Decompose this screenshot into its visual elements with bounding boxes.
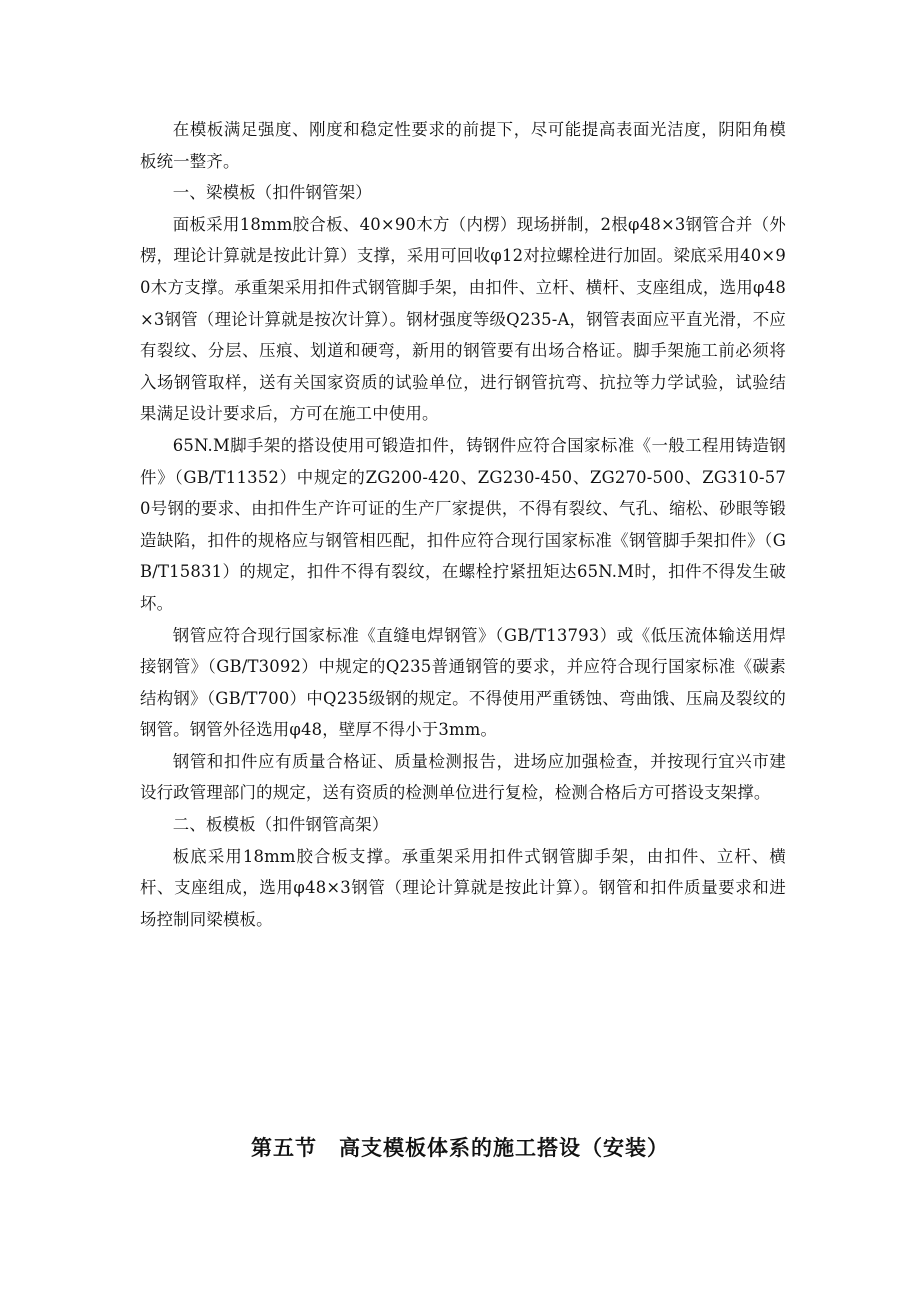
paragraph-beam-formwork: 面板采用18mm胶合板、40×90木方（内楞）现场拼制，2根φ48×3钢管合并（外楞，理论计算就是按此计算）支撑，采用可回收φ12对拉螺栓进行加固。梁底采用40×90木方支撑。承重架采用扣件式钢管脚手架，由扣件、立杆、横杆、支座组成，选用φ48×3钢管（理论计算就是按次计算）。钢材强度等级Q235-A，钢管表面应平直光滑，不应有裂纹、分层、压痕、划道和硬弯，新用的钢管要有出场合格证。脚手架施工前必须将入场钢管取样，送有关国家资质的试验单位，进行钢管抗弯、抗拉等力学试验，试验结果满足设计要求后，方可在施工中使用。 [140,214,786,424]
subheading-slab-formwork: 二、板模板（扣件钢管高架） [172,815,389,835]
document-body [140,114,786,935]
paragraph-steel-pipe: 钢管应符合现行国家标准《直缝电焊钢管》（GB/T13793）或《低压流体输送用焊接钢管》（GB/T3092）中规定的Q235普通钢管的要求，并应符合现行国家标准《碳素结构钢》（GB/T700）中Q235级钢的规定。不得使用严重锈蚀、弯曲饿、压扁及裂纹的钢管。钢管外径选用φ48，壁厚不得小于3mm。 [140,625,786,740]
subheading-beam-formwork: 一、梁模板（扣件钢管架） [172,183,372,203]
paragraph-slab-formwork: 板底采用18mm胶合板支撑。承重架采用扣件式钢管脚手架，由扣件、立杆、横杆、支座组成，选用φ48×3钢管（理论计算就是按此计算）。钢管和扣件质量要求和进场控制同梁模板。 [140,846,786,929]
paragraph-intro: 在模板满足强度、刚度和稳定性要求的前提下，尽可能提高表面光洁度，阴阳角模板统一整齐。 [140,120,786,171]
paragraph-fasteners: 65N.M脚手架的搭设使用可锻造扣件，铸钢件应符合国家标准《一般工程用铸造钢件》（GB/T11352）中规定的ZG200-420、ZG230-450、ZG270-500、ZG310-570号钢的要求、由扣件生产许可证的生产厂家提供，不得有裂纹、气孔、缩松、砂眼等锻造缺陷，扣件的规格应与钢管相匹配，扣件应符合现行国家标准《钢管脚手架扣件》（GB/T15831）的规定，扣件不得有裂纹，在螺栓拧紧扭矩达65N.M时，扣件不得发生破坏。 [140,435,786,613]
paragraph-quality-check: 钢管和扣件应有质量合格证、质量检测报告，进场应加强检查，并按现行宜兴市建设行政管理部门的规定，送有资质的检测单位进行复检，检测合格后方可搭设支架撑。 [140,751,786,803]
section-title: 第五节 高支模板体系的施工搭设（安装） [251,1136,669,1160]
